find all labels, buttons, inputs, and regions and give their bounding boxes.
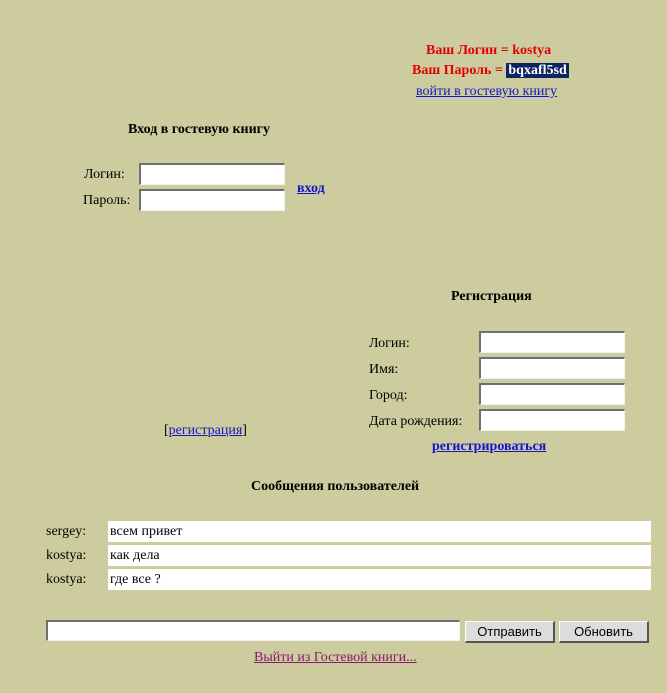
enter-guestbook-link[interactable]: войти в гостевую книгу: [416, 84, 558, 99]
message-user: kostya:: [46, 548, 87, 563]
login-info: [426, 43, 551, 59]
register-submit-link[interactable]: регистрироваться: [432, 439, 547, 454]
reg-city-input[interactable]: [479, 383, 625, 405]
reg-birthdate-input[interactable]: [479, 409, 625, 431]
registration-section-title: Регистрация: [451, 289, 532, 304]
messages-section-title: Сообщения пользователей: [251, 479, 420, 494]
message-input[interactable]: [46, 620, 460, 641]
reg-name-label: Имя:: [369, 362, 399, 377]
login-username-input[interactable]: [139, 163, 285, 185]
message-text: где все ?: [108, 569, 651, 590]
message-user: kostya:: [46, 572, 87, 587]
registration-link-wrapper: [164, 423, 247, 439]
reg-login-label: Логин:: [369, 336, 410, 351]
registration-bracket-close: ]: [242, 423, 247, 438]
password-info-value[interactable]: bqxafl5sd: [508, 63, 567, 78]
login-section-title: Вход в гостевую книгу: [128, 122, 271, 137]
registration-link[interactable]: регистрация: [168, 423, 243, 438]
reg-city-label: Город:: [369, 388, 408, 403]
login-password-label: Пароль:: [83, 193, 131, 208]
reg-name-input[interactable]: [479, 357, 625, 379]
registration-bracket-open: [: [164, 423, 169, 438]
message-text: всем привет: [108, 521, 651, 542]
password-info: [412, 63, 569, 79]
password-info-label: Ваш Пароль =: [412, 63, 507, 78]
message-text: как дела: [108, 545, 651, 566]
exit-guestbook-link[interactable]: Выйти из Гостевой книги...: [254, 650, 417, 665]
send-button[interactable]: Отправить: [465, 621, 555, 643]
message-user: sergey:: [46, 524, 87, 539]
reg-login-input[interactable]: [479, 331, 625, 353]
login-info-text: Ваш Логин = kostya: [426, 43, 552, 58]
refresh-button[interactable]: Обновить: [559, 621, 649, 643]
login-username-label: Логин:: [84, 167, 125, 182]
reg-birthdate-label: Дата рождения:: [369, 414, 463, 429]
login-submit-link[interactable]: вход: [297, 181, 325, 196]
login-password-input[interactable]: [139, 189, 285, 211]
